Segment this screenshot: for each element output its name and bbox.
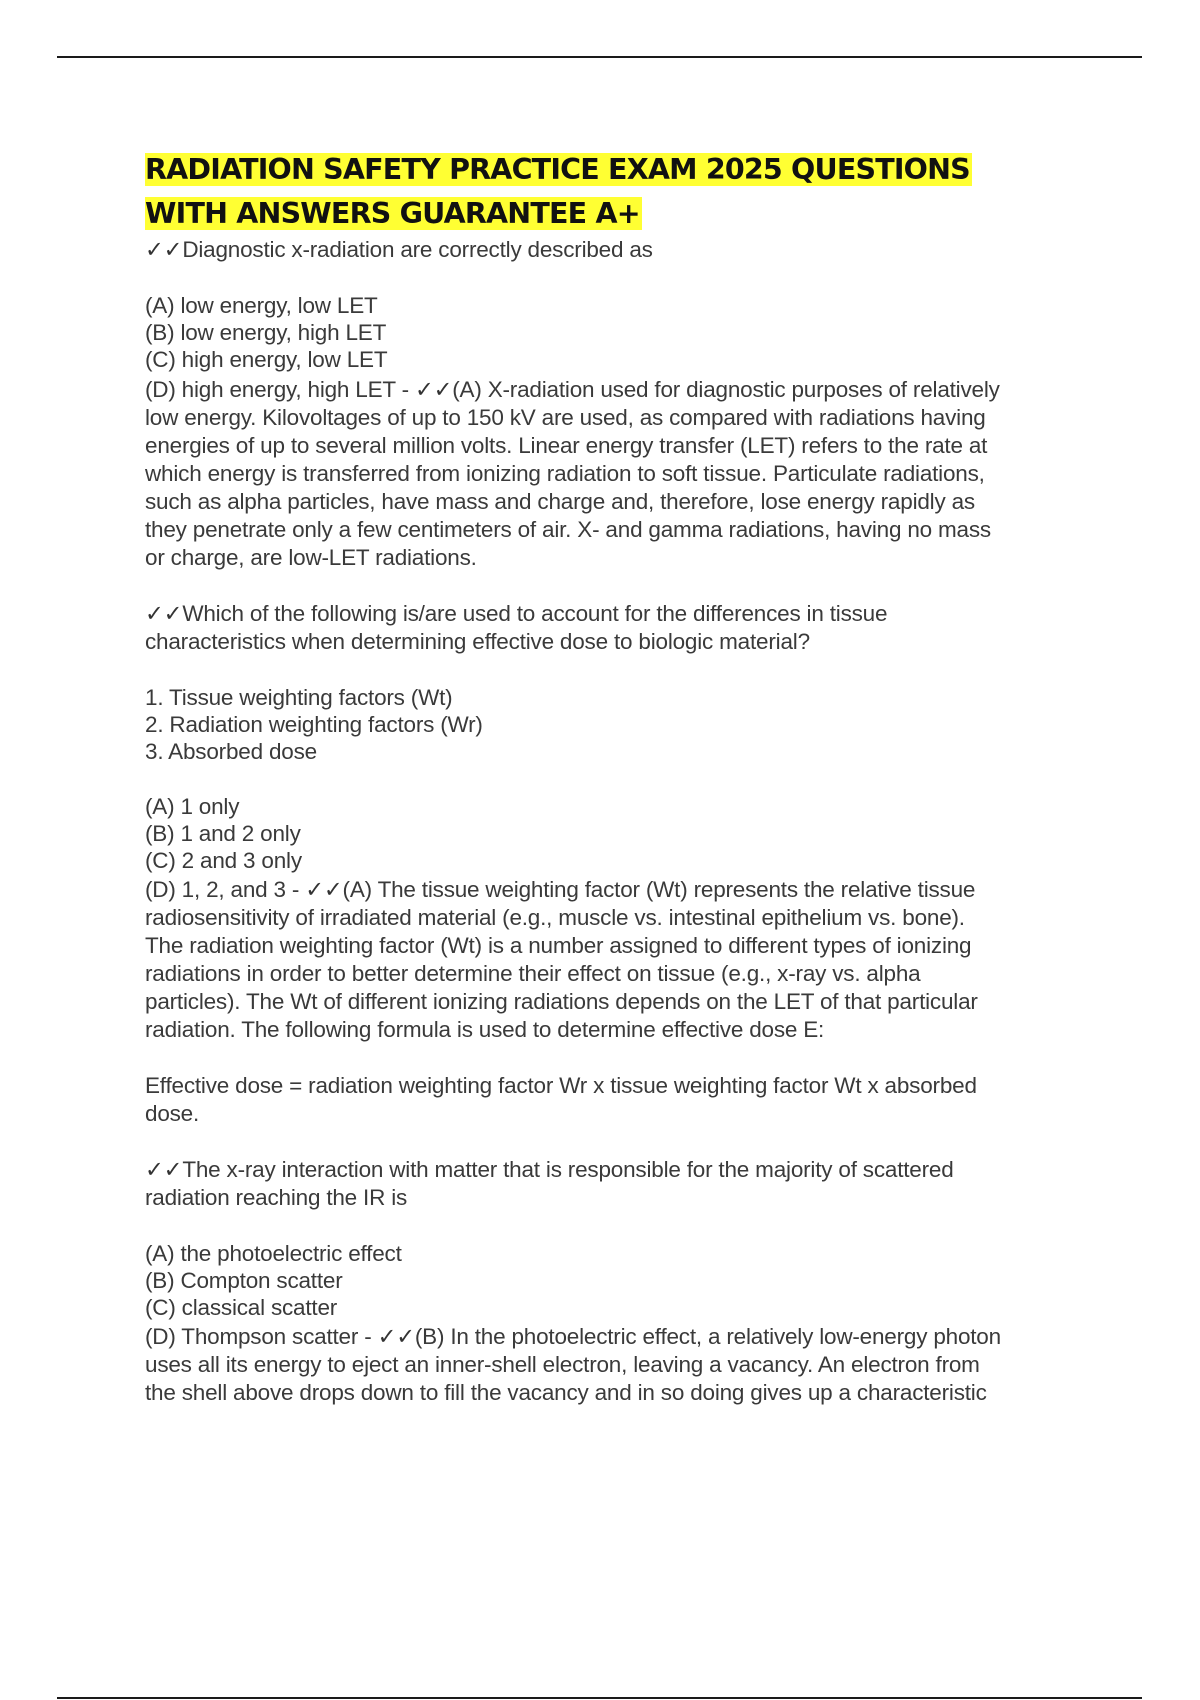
answer-line: radiations in order to better determine their effect on tissue (e.g., x-ray vs. alpha xyxy=(145,961,921,986)
option-b: (B) Compton scatter xyxy=(145,1268,343,1293)
answer-line: particles). The Wt of different ionizing radiations depends on the LET of that particular xyxy=(145,989,978,1014)
question-2 xyxy=(145,600,1095,1128)
answer-line: they penetrate only a few centimeters of air. X- and gamma radiations, having no mass xyxy=(145,517,991,542)
option-a: (A) the photoelectric effect xyxy=(145,1241,402,1266)
document-body xyxy=(145,148,1095,1407)
answer-line: radiation. The following formula is used to determine effective dose E: xyxy=(145,1017,825,1042)
question-prompt-cont: radiation reaching the IR is xyxy=(145,1185,408,1210)
document-title xyxy=(145,148,1095,236)
double-check-icon: ✓✓ xyxy=(305,877,343,902)
question-prompt-cont: characteristics when determining effective dose to biologic material? xyxy=(145,629,810,654)
answer-line: uses all its energy to eject an inner-shell electron, leaving a vacancy. An electron from xyxy=(145,1352,980,1377)
option-d-with-answer: (D) 1, 2, and 3 - ✓✓(A) The tissue weighting factor (Wt) represents the relative tissue xyxy=(145,877,976,902)
question-prompt: ✓✓Which of the following is/are used to account for the differences in tissue xyxy=(145,601,888,626)
answer-line: or charge, are low-LET radiations. xyxy=(145,545,477,570)
option-c: (C) high energy, low LET xyxy=(145,347,388,372)
top-rule xyxy=(57,56,1142,58)
title-line-1: RADIATION SAFETY PRACTICE EXAM 2025 QUESTIONS xyxy=(145,153,970,186)
answer-line: radiosensitivity of irradiated material (e.g., muscle vs. intestinal epithelium vs. bone). xyxy=(145,905,965,930)
option-c: (C) 2 and 3 only xyxy=(145,848,302,873)
option-c: (C) classical scatter xyxy=(145,1295,338,1320)
option-d-with-answer: (D) Thompson scatter - ✓✓(B) In the photoelectric effect, a relatively low-energy photon xyxy=(145,1324,1001,1349)
answer-line: low energy. Kilovoltages of up to 150 kV are used, as compared with radiations having xyxy=(145,405,986,430)
double-check-icon: ✓✓ xyxy=(145,237,183,262)
option-b: (B) 1 and 2 only xyxy=(145,821,301,846)
option-a: (A) low energy, low LET xyxy=(145,293,378,318)
title-line-2: WITH ANSWERS GUARANTEE A+ xyxy=(145,197,640,230)
bottom-rule xyxy=(57,1697,1142,1699)
double-check-icon: ✓✓ xyxy=(377,1324,415,1349)
list-item: 1. Tissue weighting factors (Wt) xyxy=(145,685,453,710)
option-b: (B) low energy, high LET xyxy=(145,320,387,345)
formula-line: Effective dose = radiation weighting factor Wr x tissue weighting factor Wt x absorbed xyxy=(145,1073,977,1098)
list-item: 2. Radiation weighting factors (Wr) xyxy=(145,712,483,737)
answer-line: which energy is transferred from ionizing radiation to soft tissue. Particulate radiations, xyxy=(145,461,985,486)
question-3 xyxy=(145,1156,1095,1407)
answer-line: energies of up to several million volts. Linear energy transfer (LET) refers to the rate at xyxy=(145,433,988,458)
question-prompt: ✓✓Diagnostic x-radiation are correctly described as xyxy=(145,237,653,262)
answer-line: such as alpha particles, have mass and charge and, therefore, lose energy rapidly as xyxy=(145,489,975,514)
answer-line: The radiation weighting factor (Wt) is a number assigned to different types of ionizing xyxy=(145,933,972,958)
option-a: (A) 1 only xyxy=(145,794,240,819)
double-check-icon: ✓✓ xyxy=(414,377,453,402)
formula-line: dose. xyxy=(145,1101,200,1126)
list-item: 3. Absorbed dose xyxy=(145,739,317,764)
question-prompt: ✓✓The x-ray interaction with matter that is responsible for the majority of scattered xyxy=(145,1157,954,1182)
option-d-with-answer: (D) high energy, high LET - ✓✓(A) X-radiation used for diagnostic purposes of relatively xyxy=(145,377,1000,402)
double-check-icon: ✓✓ xyxy=(145,601,183,626)
question-1 xyxy=(145,236,1095,572)
double-check-icon: ✓✓ xyxy=(145,1157,183,1182)
answer-line: the shell above drops down to fill the vacancy and in so doing gives up a characteristic xyxy=(145,1380,987,1405)
